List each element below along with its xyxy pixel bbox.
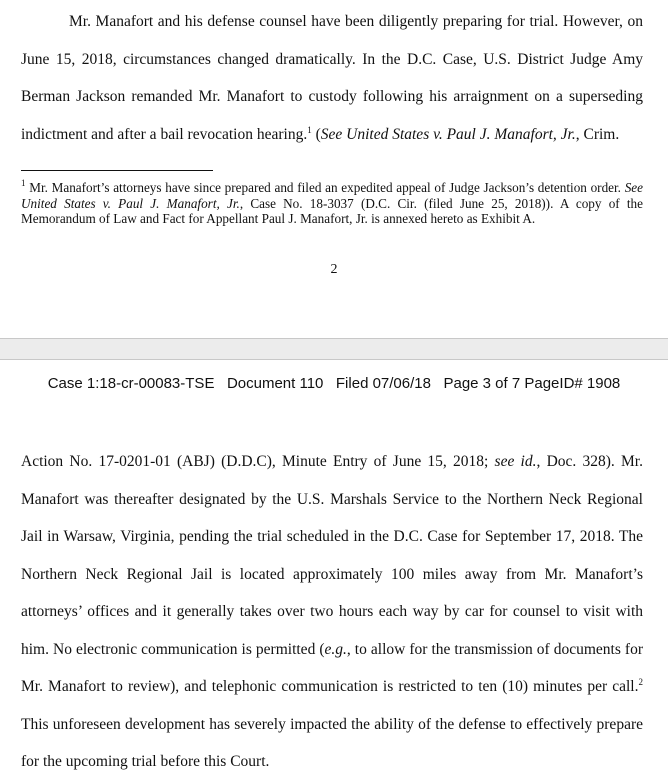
paragraph-text: , to allow for the transmission of documents for Mr. Manafort to review), and telephonic communication is restricted to ten (10) minutes per call. [21,640,643,695]
paragraph-line: indictment and after a bail revocation hearing. [21,125,308,143]
page-3 [0,360,668,774]
page-number: 2 [330,262,338,277]
see-id-citation: see id. [494,453,537,470]
paragraph-text: , Doc. 328). Mr. Manafort was thereafter designated by the U.S. Marshals Service to the Northern Neck Regional Jail in Warsaw, Virginia, pending the trial scheduled in the D.C. Case for September 17, 2018. The Northern Neck Regional Jail is located approximately 100 miles away from Mr. Manafort’s attorneys’ offices and it generally takes over two hours each way by car for counsel to visit with him. No electronic communication is permitted ( [21,453,643,658]
page-separator [0,338,668,360]
page-2 [0,0,668,338]
paragraph-text: Action No. 17-0201-01 (ABJ) (D.D.C), Minute Entry of June 15, 2018; [21,453,495,470]
case-header: Case 1:18-cr-00083-TSE Document 110 Filed 07/06/18 Page 3 of 7 PageID# 1908 [47,375,621,392]
footnote-divider [21,170,213,171]
citation-open: ( [315,125,321,143]
case-citation: See United States v. Paul J. Manafort, Jr. [320,125,576,143]
footnote-reference: 1 [307,124,312,135]
footnote-1 [21,180,643,227]
footnote-text: Mr. Manafort’s attorneys have since prepared and filed an expedited appeal of Judge Jackson’s detention order. [29,180,625,195]
eg-abbreviation: e.g. [324,640,347,658]
paragraph-text: This unforeseen development has severely impacted the ability of the defense to effectively prepare for the upcoming trial before this Court. [21,715,643,770]
paragraph-line: Berman Jackson remanded Mr. Manafort to custody following his arraignment on a superseding [21,88,643,105]
paragraph-line: Mr. Manafort and his defense counsel have been diligently preparing for trial. However, [69,13,623,30]
footnote-reference: 2 [638,677,643,687]
paragraph-line: on June 15, 2018, circumstances changed dramatically. In the D.C. Case, U.S. District Judge Amy [21,13,644,68]
footnote-marker: 1 [21,178,26,188]
body-paragraph [21,3,643,153]
footnote-text: , Case No. 18-3037 (D.C. Cir. (filed June 25, 2018)). A copy of the Memorandum of Law and Fact for Appellant Paul J. Manafort, Jr. is annexed hereto as Exhibit A. [21,195,643,226]
body-paragraph [21,443,643,781]
citation-tail: , Crim. [575,125,620,143]
footnote-citation: See United States v. Paul J. Manafort, Jr. [21,180,644,211]
